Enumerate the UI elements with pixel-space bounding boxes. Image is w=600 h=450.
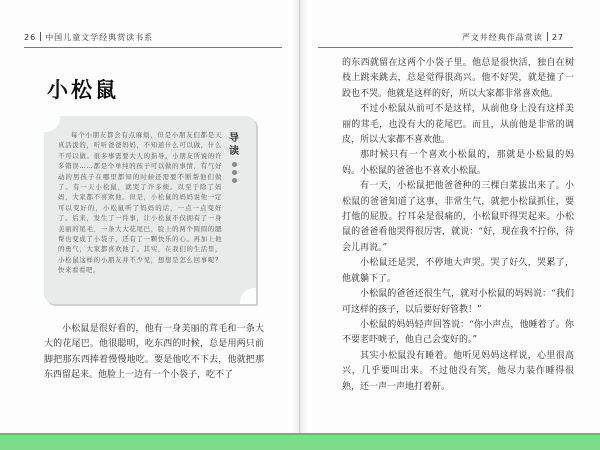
bottom-green-bar xyxy=(0,435,600,450)
paragraph: 小松鼠的爸爸还很生气，就对小松鼠的妈妈说：“我们可这样的孩子，以后要好好管教！” xyxy=(342,289,574,315)
chapter-title: 小松鼠 xyxy=(47,78,119,102)
right-page-number: 27 xyxy=(551,33,564,42)
paragraph: 小松鼠还是哭，不停地大声哭。哭了好久，哭累了，他就躺下了。 xyxy=(342,258,574,284)
paragraph: 其实小松鼠没有睡着。他听见妈妈这样说，心里很高兴，几乎要叫出来。不过他没有笑，他尽力装作睡得很熟，还一声一声地打着鼾。 xyxy=(342,350,574,392)
left-header-rule xyxy=(24,47,282,48)
book-gutter-shadow xyxy=(292,0,308,435)
left-body-text xyxy=(44,322,264,384)
author-series-title: 严文井经典作品赏读 xyxy=(461,33,543,42)
series-title: 中国儿童文学经典赏读书系 xyxy=(45,33,154,42)
guide-text: 每个小朋友都会有点麻烦，但是小朋友们都是天真活泼的，听听爸爸妈妈，不知道什么可以做，什么不可以做。很多事需要大人的指导。小朋友所说的许多错误……都是个单纯的孩子可以做的事情，有气好动的男孩子在哪里都知的时候还需要不断帮他们做了。有一天小松鼠，就哭了许多烦。以至于除了妈妈，大家都不喜欢他。但是，小松鼠的妈妈说他一定可以变好的，小松鼠听了妈妈的话，一点一点变好了。后来，发生了一件事，让小松鼠不仅拥有了一身美丽的尾毛，一条大大花尾巴，脸上的两个圆圆的腮帮也变成了小袋子，还有了一颗快乐的心。再加上他的勇气，大家都喜欢他了。其实，在我们的生活里，小松鼠这样的小朋友并不少见，想想是怎么回事呢？快来看看吧。 xyxy=(58,131,222,275)
running-head-divider xyxy=(40,32,41,41)
left-running-head xyxy=(24,32,153,43)
paragraph: 小松鼠是很好看的，他有一身美丽的茸毛和一条大大的花尾巴。他很聪明，吃东西的时候，总是用两只前脚把那东西捧着慢慢地吃。要是他吃不下去，他就把那东西留起来。他脸上一边有一个小袋子，吃不了 xyxy=(44,324,264,381)
guide-panel xyxy=(44,116,256,304)
paragraph: 那时候只有一个喜欢小松鼠的，那就是小松鼠的妈妈。小松鼠的爸爸也不喜欢小松鼠。 xyxy=(342,150,574,176)
right-body-text xyxy=(342,56,574,395)
dot-icon xyxy=(232,162,237,167)
paragraph: 有一天，小松鼠把他爸爸种的三棵白菜拔出来了。小松鼠的爸爸知道了这事，非常生气，就把小松鼠抓住，要打他的屁股。拧耳朵是很痛的，小松鼠吓得哭起来。小松鼠的爸爸看他哭得很厉害，就说：“好，现在我不拧你，待会儿再说。” xyxy=(342,181,574,253)
paragraph: 不过小松鼠从前可不是这样，从前他身上没有这样美丽的茸毛，也没有大的花尾巴。而且，从前他是非常的调皮，所以大家都不喜欢他。 xyxy=(342,104,574,146)
left-page-number: 26 xyxy=(24,33,37,42)
dot-icon xyxy=(232,178,237,183)
left-page xyxy=(0,0,300,435)
paragraph: 的东西就留在这两个小袋子里。他总是很快活，独自在树枝上跳来跳去，总是觉得很高兴。他不好哭，就是撞了一跤也不哭。他就是这样的好，所以大家都非常喜欢他。 xyxy=(342,58,574,99)
guide-label: 导读 xyxy=(229,133,239,157)
dot-icon xyxy=(232,170,237,175)
right-header-rule xyxy=(318,47,573,48)
paragraph: 小松鼠的妈妈轻声回答说：“你小声点，他睡着了。你不要老吓唬子，他自己会变好的。” xyxy=(342,319,574,346)
guide-dots-ornament xyxy=(230,162,238,186)
running-head-divider xyxy=(547,32,548,41)
right-running-head xyxy=(462,32,564,43)
